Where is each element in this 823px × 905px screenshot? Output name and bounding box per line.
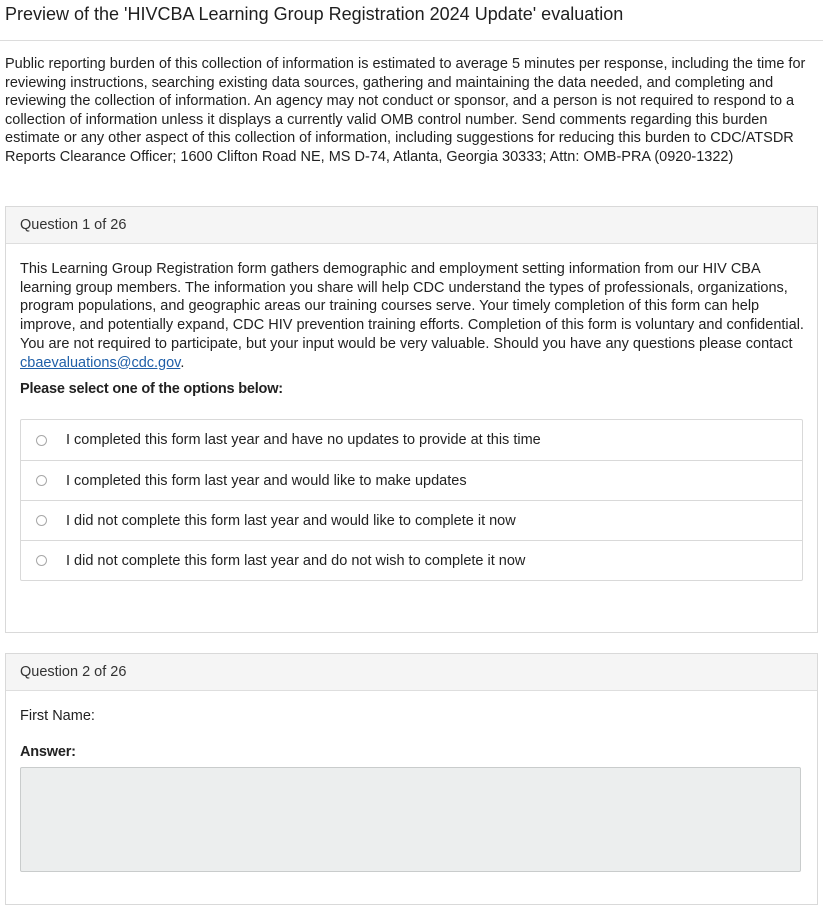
question-1-text — [20, 260, 805, 372]
title-divider — [0, 40, 823, 41]
radio-button[interactable] — [36, 435, 47, 446]
option-no-updates[interactable] — [21, 420, 802, 460]
option-label: I did not complete this form last year and do not wish to complete it now — [66, 552, 526, 569]
radio-button[interactable] — [36, 555, 47, 566]
question-2-panel — [5, 653, 818, 905]
question-1-panel — [5, 206, 818, 633]
question-2-header: Question 2 of 26 — [6, 654, 817, 691]
burden-statement: Public reporting burden of this collection of information is estimated to average 5 minutes per response, including the time for reviewing instructions, searching existing data sources, gathering and maintaining the data needed, and completing and reviewing the collection of information. An agency may not conduct or sponsor, and a person is not required to respond to a collection of information unless it displays a currently valid OMB control number. Send comments regarding this burden estimate or any other aspect of this collection of information, including suggestions for reducing this burden to CDC/ATSDR Reports Clearance Officer; 1600 Clifton Road NE, MS D-74, Atlanta, Georgia 30333; Attn: OMB-PRA (0920-1322) — [5, 56, 806, 165]
radio-button[interactable] — [36, 515, 47, 526]
question-1-intro: This Learning Group Registration form gathers demographic and employment setting information from our HIV CBA learning group members. The information you share will help CDC understand the types of professionals, organizations, program populations, and geographic areas our training courses serve. Your timely completion of this form can help improve, and potentially expand, CDC HIV prevention training efforts. Completion of this form is voluntary and confidential. You are not required to participate, but your input would be very valuable. Should you have any questions please contact — [20, 261, 804, 352]
option-label: I completed this form last year and have no updates to provide at this time — [66, 432, 541, 448]
option-label: I completed this form last year and would like to make updates — [66, 472, 467, 489]
first-name-answer-input[interactable] — [20, 767, 801, 872]
option-label: I did not complete this form last year and would like to complete it now — [66, 512, 516, 529]
page-title: Preview of the 'HIVCBA Learning Group Registration 2024 Update' evaluation — [5, 4, 624, 24]
question-1-header: Question 1 of 26 — [6, 207, 817, 244]
contact-email-link[interactable]: cbaevaluations@cdc.gov — [20, 354, 181, 371]
option-complete-now[interactable] — [21, 500, 802, 540]
question-1-options — [20, 419, 803, 581]
first-name-label: First Name: — [20, 708, 95, 724]
question-1-prompt: Please select one of the options below: — [20, 381, 283, 397]
answer-label: Answer: — [20, 744, 76, 760]
question-1-period: . — [180, 354, 185, 371]
radio-button[interactable] — [36, 475, 47, 486]
option-do-not-complete[interactable] — [21, 540, 802, 580]
option-make-updates[interactable] — [21, 460, 802, 500]
